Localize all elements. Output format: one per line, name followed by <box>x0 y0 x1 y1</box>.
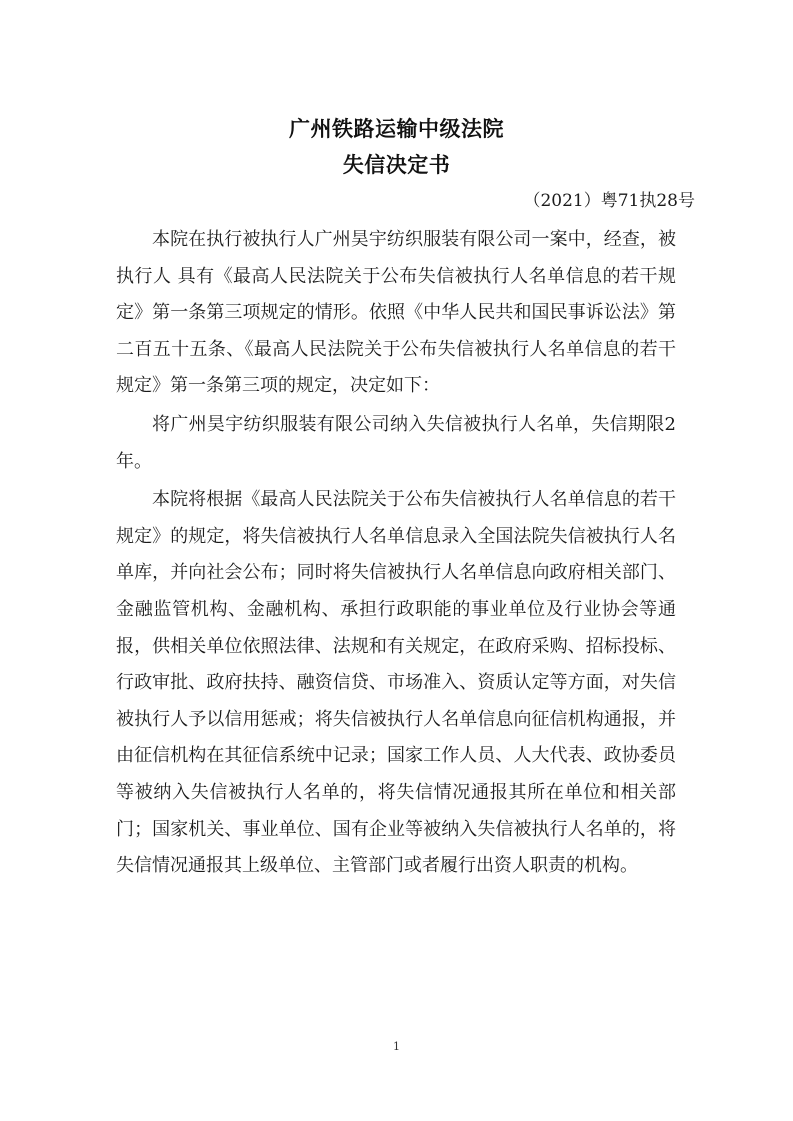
case-number: （2021）粤71执28号 <box>523 191 695 211</box>
court-name-heading: 广州铁路运输中级法院 <box>289 117 504 141</box>
paragraph-findings: 本院在执行被执行人广州昊宇纺织服装有限公司一案中，经查，被执行人 具有《最高人民法院关于公布失信被执行人名单信息的若干规定》第一条第三项规定的情形。依照《中华人民共和国民事诉讼法》第二百五十五条、《最高人民法院关于公布失信被执行人名单信息的若干规定》第一条第三项的规定，决定如下： <box>116 229 676 397</box>
document-title: 失信决定书 <box>342 153 451 177</box>
document-body <box>116 222 676 885</box>
paragraph-decision: 将广州昊宇纺织服装有限公司纳入失信被执行人名单，失信期限2年。 <box>116 413 676 472</box>
page-number: 1 <box>393 1040 400 1053</box>
paragraph-consequences: 本院将根据《最高人民法院关于公布失信被执行人名单信息的若干规定》的规定，将失信被执行人名单信息录入全国法院失信被执行人名单库，并向社会公布；同时将失信被执行人名单信息向政府相关部门、金融监管机构、金融机构、承担行政职能的事业单位及行业协会等通报，供相关单位依照法律、法规和有关规定，在政府采购、招标投标、行政审批、政府扶持、融资信贷、市场准入、资质认定等方面，对失信被执行人予以信用惩戒；将失信被执行人名单信息向征信机构通报，并由征信机构在其征信系统中记录；国家工作人员、人大代表、政协委员等被纳入失信被执行人名单的，将失信情况通报其所在单位和相关部门；国家机关、事业单位、国有企业等被纳入失信被执行人名单的，将失信情况通报其上级单位、主管部门或者履行出资人职责的机构。 <box>116 489 676 877</box>
